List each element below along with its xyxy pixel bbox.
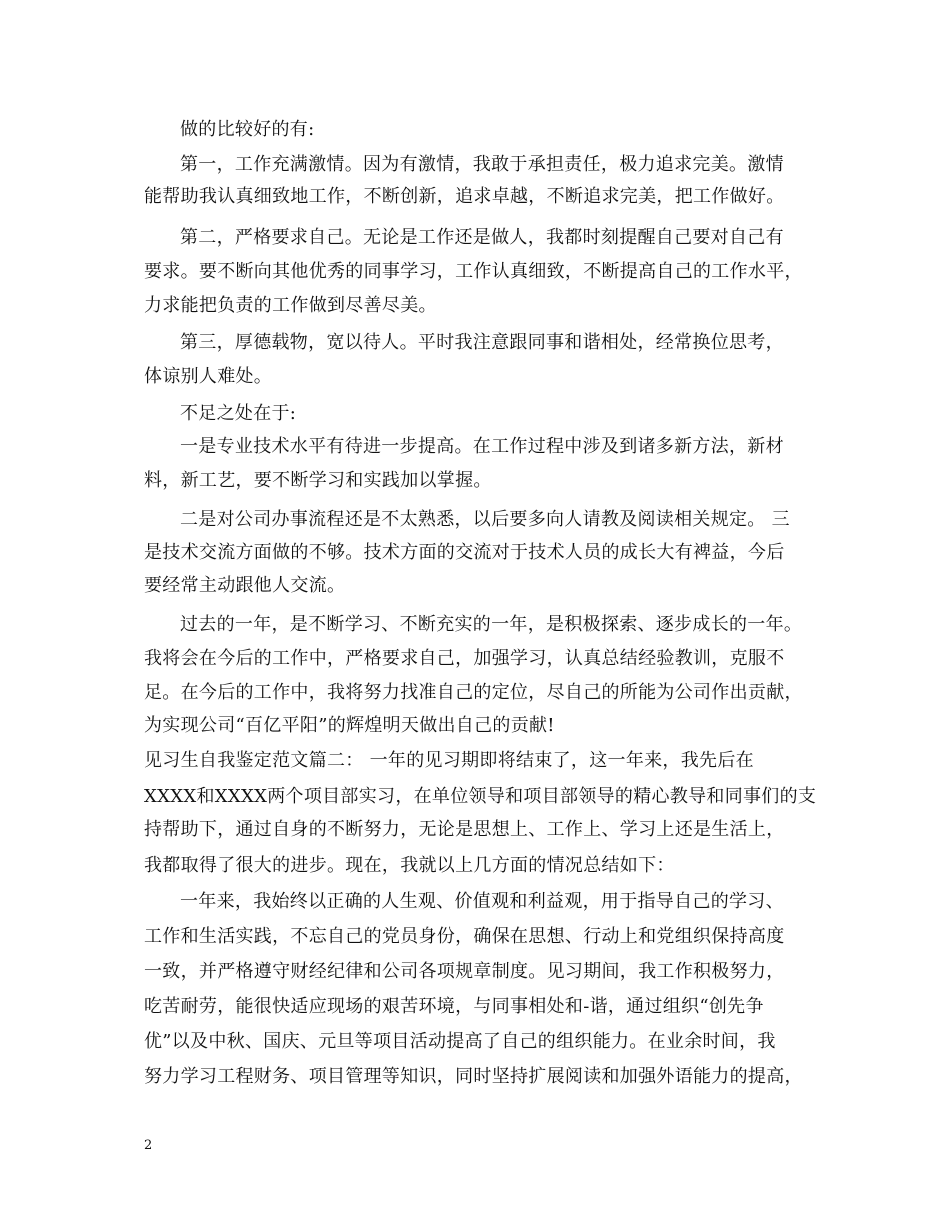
text-line: 足。在今后的工作中，我将努力找准自己的定位，尽自己的所能为公司作出贡献， xyxy=(144,682,803,703)
text-line: 持帮助下，通过自身的不断努力，无论是思想上、工作上、学习上还是生活上， xyxy=(144,819,785,840)
text-line: 工作和生活实践，不忘自己的党员身份，确保在思想、行动上和党组织保持高度 xyxy=(144,926,785,947)
text-line: XXXX和XXXX两个项目部实习，在单位领导和项目部领导的精心教导和同事们的支 xyxy=(144,786,817,807)
text-line: 一致，并严格遵守财经纪律和公司各项规章制度。见习期间，我工作积极努力， xyxy=(144,961,785,982)
text-line: 力求能把负责的工作做到尽善尽美。 xyxy=(144,295,437,316)
section-heading-line: 见习生自我鉴定范文篇二： 一年的见习期即将结束了，这一年来，我先后在 xyxy=(144,750,754,771)
text-line: 努力学习工程财务、项目管理等知识，同时坚持扩展阅读和加强外语能力的提高， xyxy=(144,1066,803,1087)
text-line: 为实现公司“百亿平阳”的辉煌明天做出自己的贡献! xyxy=(144,715,555,736)
text-line: 要求。要不断向其他优秀的同事学习，工作认真细致，不断提高自己的工作水平， xyxy=(144,261,803,282)
text-line: 一年来，我始终以正确的人生观、价值观和利益观，用于指导自己的学习、 xyxy=(180,891,784,912)
text-line: 体谅别人难处。 xyxy=(144,366,273,387)
text-line: 第三，厚德载物，宽以待人。平时我注意跟同事和谐相处，经常换位思考， xyxy=(180,332,784,353)
text-line: 不足之处在于: xyxy=(180,403,297,424)
text-line: 优”以及中秋、国庆、元旦等项目活动提高了自己的组织能力。在业余时间，我 xyxy=(144,1031,776,1052)
text-line: 第二，严格要求自己。无论是工作还是做人，我都时刻提醒自己要对自己有 xyxy=(180,227,784,248)
text-line: 吃苦耐劳，能很快适应现场的艰苦环境，与同事相处和-谐，通过组织“创先争 xyxy=(144,996,764,1017)
text-line: 做的比较好的有: xyxy=(180,119,315,140)
page-number: 2 xyxy=(144,1138,153,1153)
text-line: 料，新工艺，要不断学习和实践加以掌握。 xyxy=(144,470,492,491)
text-line: 一是专业技术水平有待进一步提高。在工作过程中涉及到诸多新方法，新材 xyxy=(180,436,784,457)
text-line: 我将会在今后的工作中，严格要求自己，加强学习，认真总结经验教训，克服不 xyxy=(144,648,785,669)
text-line: 二是对公司办事流程还是不太熟悉，以后要多向人请教及阅读相关规定。 三 xyxy=(180,509,790,530)
text-line: 能帮助我认真细致地工作，不断创新，追求卓越，不断追求完美，把工作做好。 xyxy=(144,186,785,207)
text-line: 第一，工作充满激情。因为有激情，我敢于承担责任，极力追求完美。激情 xyxy=(180,154,784,175)
text-line: 要经常主动跟他人交流。 xyxy=(144,575,346,596)
text-line: 过去的一年，是不断学习、不断充实的一年，是积极探索、逐步成长的一年。 xyxy=(180,614,803,635)
text-line: 我都取得了很大的进步。现在，我就以上几方面的情况总结如下： xyxy=(144,855,675,876)
text-line: 是技术交流方面做的不够。技术方面的交流对于技术人员的成长大有裨益，今后 xyxy=(144,542,785,563)
